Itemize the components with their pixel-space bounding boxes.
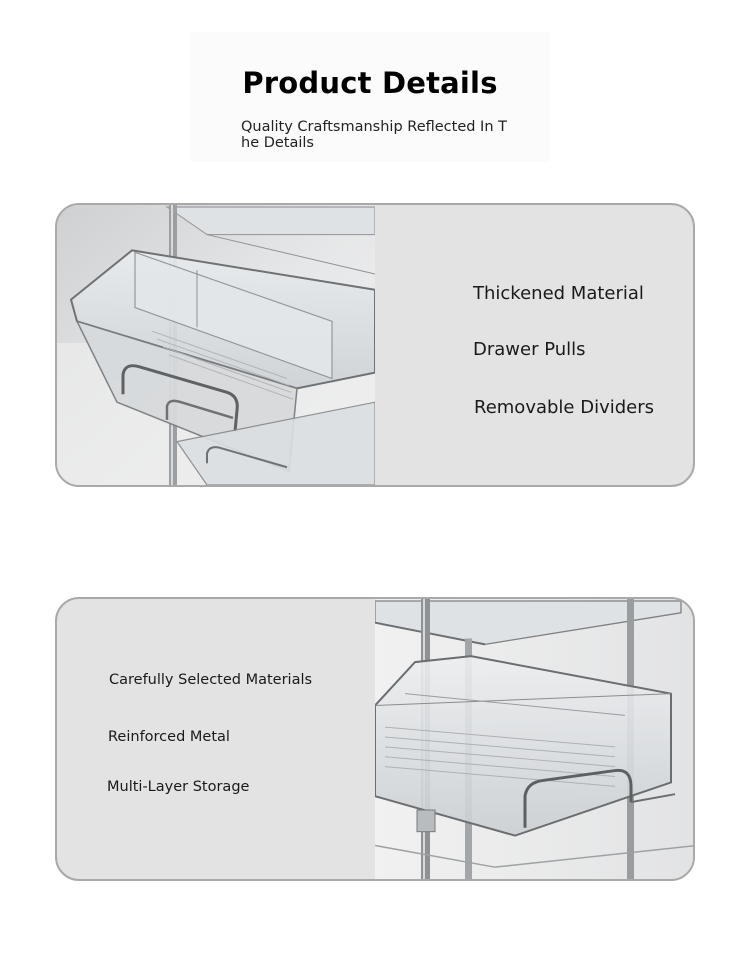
feature-selected-materials: Carefully Selected Materials <box>109 672 313 688</box>
storage-rack-photo <box>375 599 695 879</box>
feature-reinforced-metal: Reinforced Metal <box>108 729 230 745</box>
detail-card-drawer <box>55 203 695 487</box>
page-subtitle: Quality Craftsmanship Reflected In The Details <box>241 119 507 151</box>
drawer-closeup-photo <box>57 205 375 485</box>
detail-card-rack <box>55 597 695 881</box>
page-title: Product Details <box>242 66 498 100</box>
page-header <box>190 32 550 162</box>
feature-thickened-material: Thickened Material <box>473 283 644 304</box>
feature-removable-dividers: Removable Dividers <box>474 397 655 418</box>
feature-drawer-pulls: Drawer Pulls <box>473 339 586 360</box>
feature-multi-layer-storage: Multi-Layer Storage <box>107 779 250 795</box>
